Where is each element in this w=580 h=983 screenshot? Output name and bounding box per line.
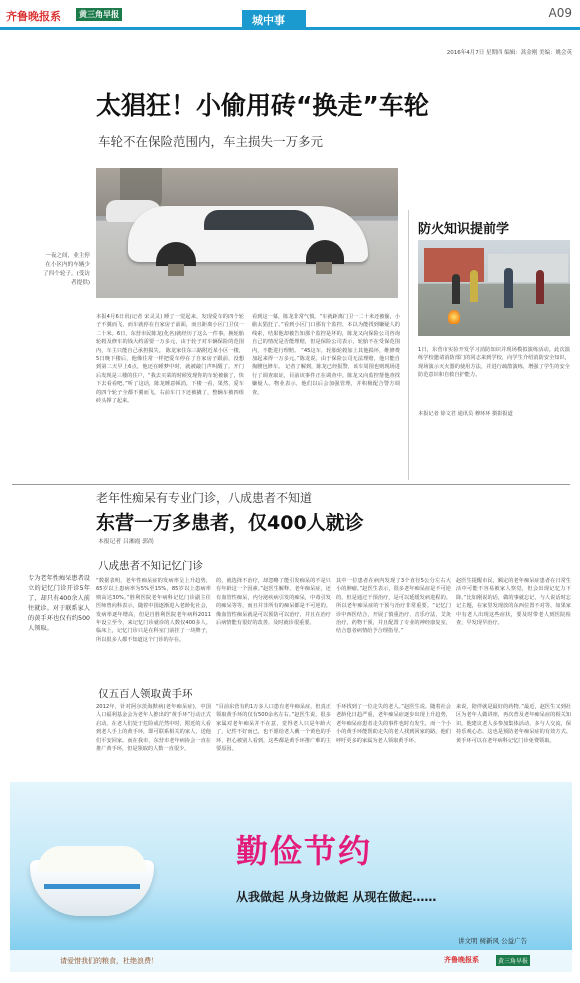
story1-para-4: “45这车，轮胎轮毂加上其他损坏，维修费加起来得一万多元。”陈龙说，由于保险公司无法理赔，他只能自掏腰包修车。 — [252, 347, 400, 371]
masthead-rule — [0, 27, 580, 30]
story2-lower-col-4: 来说，陪伴就是最好的药物。”最近，赵医生又到社区为老年人做讲座，再次普及老年痴呆症的相关知识。他建议老人多参加集体活动，多与人交流，保持乐观心态，这也是预防老年痴呆症的有效方式。黄手环可以在老年病科记忆门诊免费领取。 — [456, 704, 571, 744]
sub-brand: 黄三角早报 — [76, 8, 122, 21]
story1-photo — [96, 168, 398, 298]
person-2 — [470, 270, 478, 302]
masthead — [0, 0, 580, 30]
story1-para-3: 看到这一幕，陈龙非常气愤。“车就距离门卫一二十米还被偷，小偷太猖狂了。”看到小区门口那有个监控，本以为能找到嫌疑人的线索，结果他却被告知那个监控是坏的，陈龙又向保险公司咨询自己的情况是否能理赔，但是保险公司表示，轮胎不在受保范围内，不能进行理赔。 — [252, 314, 400, 354]
fire-body: 1日，东营市实验开发学习消防知识并现场模拟演练活动。此次演练学校邀请消防部门的同志来到学校，向学生介绍消防安全知识，现场演示灭火器的使用方法，并进行疏散演练，增强了学生的安全防范意识和自救自护能力。 — [418, 347, 570, 379]
story1-col-2 — [252, 313, 400, 483]
footer-paper-name: 齐鲁晚报系 — [444, 956, 479, 964]
section-divider — [12, 484, 570, 485]
story1-photo-caption: 一夜之间，业主停在小区内的车辆少了四个轮子。(受访者提供) — [43, 253, 90, 286]
fire-photo — [418, 240, 570, 336]
story2-section2-title: 仅五百人领取黄手环 — [98, 688, 193, 700]
person-1 — [452, 274, 460, 304]
fire-byline: 本报记者 徐文君 通讯员 穆环环 摄影报道 — [418, 411, 513, 417]
story2-upper-col-2: 的，就选择不治疗，却忽略了能引发痴呆的不是只有年龄这一个因素。”赵医生解释，老年痴呆症，还有血管性痴呆，内分泌疾病引发的痴呆，中毒引发的痴呆等等，而且并非所有的痴呆都是不可逆的。像血管性痴呆就是可以预防可以治疗，并且在治疗后病情能有很好的改善。及时就诊很重要。 — [216, 578, 331, 627]
story2-upper-col-1: “数据表明，老年性痴呆症的发病率呈上升趋势，65岁以上患病率为5%至15%，85岁以上患病率则高达30%。”胜利医院老年病科记忆门诊副主任医师曾向科表示，随着中国逐渐进入老龄化社会，发病率逐年增高，但是自胜利医院老年病科2011年设立至今，来记忆门诊就诊的人数仅400多人。临床上，记忆门诊只是在科室门前挂了一块牌子，所以很多人都不知道这个门诊的存在。 — [96, 578, 211, 643]
fire-building-2 — [488, 254, 568, 282]
story2-section1-title: 八成患者不知记忆门诊 — [98, 560, 203, 572]
story1-subhead: 车轮不在保险范围内，车主损失一万多元 — [98, 134, 324, 149]
story2-kicker: 老年性痴呆有专业门诊，八成患者不知道 — [96, 491, 313, 505]
story2-lower-col-3: 手环找到了一位走失的老人。”赵医生说。随着社会老龄化日趋严重，老年痴呆症逐步出现上升趋势，老年痴呆症患者走失的事件也时有发生，而一个小小的黄手环能帮助走失的老人找到回家的路。他们呼吁更多的家属为老人领取黄手环。 — [336, 704, 451, 744]
ad-footer-right: 讲文明 树新风 公益广告 — [458, 937, 528, 945]
section-title: 城中事 — [252, 14, 285, 27]
brick-front — [168, 264, 184, 276]
paper-name: 齐鲁晚报系 — [6, 10, 61, 23]
story2-lower-col-2: “目前东营有约1万多人口患有老年痴呆症，但真正领取黄手环的仅有500余名左右。”赵医生说，很多家属对老年痴呆并不在意，觉得老人只是年龄大了，记性不好而已，也不愿给老人戴一个黄色的手环，担心被别人看到。这些都是黄手环推广难的主要原因。 — [216, 704, 331, 753]
story1-para-1: 本报4月6日讯(记者 宋灵灵) 睡了一觉起来，发现爱车的四个轮子不翼而飞，而车就停在自家房子前面，而且距离小区门卫仅一二十米。6日，东营市民陈龙(化名)就经历了这么一件事。换轮胎轮毂及修车的钱大约需要一万多元，由于轮子对车辆保险的范围内，车主只能自己承担损失。 — [96, 314, 244, 354]
story2-headline: 东营一万多患者，仅400人就诊 — [96, 512, 364, 534]
ad-title: 勤俭节约 — [236, 832, 373, 870]
ad-slogan: 从我做起 从身边做起 从现在做起…… — [236, 890, 437, 904]
date-line: 2016年4月7日 星期四 编辑：蒿金刚 美编：姚会英 — [446, 50, 572, 56]
ad-panel — [10, 782, 572, 972]
person-3 — [504, 268, 513, 308]
section-banner — [242, 10, 306, 28]
story1-col-1 — [96, 313, 244, 483]
ad-bottom-bar — [10, 950, 572, 972]
footer-sub-brand: 黄三角早报 — [496, 955, 530, 966]
bowl-band — [44, 884, 140, 889]
story1-para-2: 陈龙家住东三路附近某小区一楼，5日晚下楼后，他像往常一样把爱车停在了自家房子跟前，没想到第二天早上6点，他还在睡梦中时，就被敲门声叫醒了。开门后发现是三楼的住户，“我去买菜的时候发现你的车轮被偷了，快下去看看吧。”听了这话，陈龙睡意顿消，下楼一看，果然，爱车的四个轮子全都不翼而飞，右前车门下还被撬了，整辆车被四组砖头撑了起来。 — [96, 347, 244, 405]
brick-rear — [316, 262, 332, 274]
story2-upper-col-4: 赵医生提醒市民，额定的老年痴呆症患者在日常生活中可能不容易被家人察觉，但会出现记忆力下降。”比如刚说的话，做的事就忘记，与人说话时忘记主题，在家里发现放的东西位置不对等。如果家中有老人出现这些症状，要及时带老人到医院检查，早发现早治疗。 — [456, 578, 571, 627]
page-number: A09 — [548, 6, 572, 20]
story2-lower-col-1: 2012年，针对阿尔茨海默病(老年痴呆症)，中国人口福利基金会为老年人推出的“黄手环”行动正式启动。在老人们处于危险或茫然中时，附近的人看到老人手上的黄手环，即可联系相关的家人，送他们平安回家。而在我市，东营市老年病协会一直在推广黄手环，但是领取的人数一直很少。 — [96, 704, 211, 753]
story2-upper-col-3: 其中一位患者在病内发现了3个直径5公分左右大小的肿瘤。”赵医生表示，很多老年痴呆症是不可逆的，但是通过干预治疗，是可以延缓发病进程的。所以老年痴呆症的干预与治疗非常重要。“记忆门诊中西医结合，开展了慎重治疗，音乐疗法，艾灸治疗，药物干预，并且配置了专业的神经康复室，结合患者病情给予合理指导。” — [336, 578, 451, 635]
flame — [448, 310, 460, 324]
rice-heap — [38, 846, 146, 872]
fire-title: 防火知识提前学 — [418, 222, 510, 237]
ad-bottom-text: 请爱惜我们的粮食，杜绝浪费！ — [60, 957, 158, 965]
story1-para-5: 记者了解到，陈龙已经报警，该车周围也则现场进行了调查取证，目前该事件正在调查中。陈龙又向监控帮他查找嫌疑人。物业表示，他们以后会加强管理，并积极配合警方调查。 — [252, 364, 400, 396]
car-window — [204, 210, 314, 230]
story2-byline: 本报记者 吕湘霞 郭尚 — [98, 539, 154, 545]
story1-headline: 太猖狂！小偷用砖“换走”车轮 — [96, 91, 429, 120]
person-4 — [536, 270, 544, 304]
story2-side-summary: 专为老年性痴呆患者设立的记忆门诊开诊5年了，却只有400余人前往就诊。对于联系家人的黄手环也仅有约500人领取。 — [28, 575, 90, 632]
story1-divider — [408, 210, 409, 480]
